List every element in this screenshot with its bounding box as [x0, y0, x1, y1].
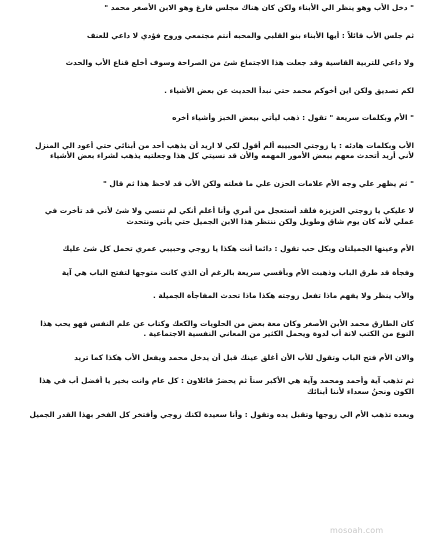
paragraph-4: [10, 86, 414, 97]
text-line: " دخل الأب وهو ينظر الي الأبناء ولكن كان هناك مجلس فارغ وهو الابن الأصغر محمد ": [104, 3, 414, 12]
text-line: " الأم وبكلمات سريعة " تقول : ذهب ليأتي ببعض الخبز وأشياء أخره: [172, 113, 414, 122]
text-line: لأني أريد أتحدث معهم ببعض الأمور المهمه والأن قد نسيتي كل هذا وجعلتيه يذهب لشراء بعض الأشياء: [49, 151, 414, 160]
paragraph-gap: [10, 69, 414, 86]
text-line: والأب ينظر ولا يفهم ماذا تفعل زوجته هكذا ماذا تحدث المفاجأة الجميلة .: [152, 291, 414, 300]
paragraph-7: [10, 179, 414, 190]
paragraph-gap: [10, 340, 414, 353]
paragraph-8: [10, 206, 414, 227]
paragraph-gap: [10, 124, 414, 141]
text-line: الأم وعينها الجميلتان وبكل حب تقول : دائما أنت هكذا يا زوجي وحبيبي عمري تحمل كل شئ عليك: [62, 244, 414, 253]
paragraph-6: [10, 141, 414, 162]
text-line: لكم تصديق ولكن اين أخوكم محمد حتي نبدأ الحديث عن بعض الأشياء .: [164, 85, 414, 95]
paragraph-3: [10, 58, 414, 69]
paragraph-15: [10, 410, 414, 421]
text-line: ثم تذهب آية وأحمد ومحمد وآية هي الأكبر سناً ثم يحضرُ قائلاون : كل عام وانت بخير يا أفضل أب في هذا: [39, 376, 414, 385]
paragraph-gap: [10, 363, 414, 376]
text-line: وفجأة قد طرق الباب وذهبت الأم وبأقسي سريعة بالرغم أن الذي كانت متوجها لتفتح الباب هي آية: [61, 267, 414, 277]
text-line: ثم جلس الأب قائلاً : أيها الأبناء بنو القلبي والمحبه أنتم مجتمعي وروح فؤدي لا داعي للعنف: [86, 30, 414, 40]
paragraph-gap: [10, 397, 414, 410]
paragraph-gap: [10, 96, 414, 113]
paragraph-gap: [10, 14, 414, 31]
text-line: لا عليكي يا زوجتي العزيزة فلقد أستعجل من أمري وأنا أعلم أنكي لم تنسي ولا شئ لأني قد تأخرت في: [44, 206, 414, 215]
paragraph-11: [10, 291, 414, 302]
paragraph-14: [10, 376, 414, 397]
paragraph-gap: [10, 302, 414, 319]
paragraph-gap: [10, 227, 414, 244]
paragraph-1: [10, 3, 414, 14]
text-line: وبعده تذهب الأم الي زوجها وتقبل يده وتقول : وأنا سعيدة لكنك زوجي وأفتخر كل الفخر بهذا القدر الجميل: [29, 410, 414, 419]
text-line: الأب وبكلمات هادئه : يا زوجتي الحبيبه ألم أقول لكي لا اريد أن يذهب أحد من أبنائي حتي أعود الي المنزل: [35, 140, 414, 150]
text-line: النوع من الكتب لانة أب لدوة ويحمل الكثير من المعاني النفسية الاجتماعية .: [143, 329, 414, 338]
paragraph-gap: [10, 255, 414, 268]
text-line: ولا داعي للتربية القاسية وقد جعلت هذا الاجتماع شئ من الصراحة وسوف أخلع قناع الأب والحدث: [65, 58, 414, 67]
paragraph-gap: [10, 162, 414, 179]
paragraph-2: [10, 31, 414, 42]
text-line: الكون ونحنُ سعداء لأننا أبنائك: [306, 386, 414, 396]
watermark: mosoah.com: [330, 526, 384, 535]
paragraph-gap: [10, 189, 414, 206]
text-line: " ثم يظهر علي وجه الأم علامات الحزن علي ما فعلته ولكن الأب قد لاحظ هذا ثم قال ": [103, 178, 414, 188]
paragraph-gap: [10, 278, 414, 291]
paragraph-10: [10, 268, 414, 279]
text-line: والان الأم فتح الباب وتقول للأب الأن أغلق عينك قبل أن يدخل محمد ويفعل الأب هكذا كما تريد: [74, 352, 414, 362]
paragraph-13: [10, 353, 414, 364]
paragraph-9: [10, 244, 414, 255]
text-line: عملي لأنه كان يوم شاق وطويل ولكن ننتظر هذا الابن الجميل حتي يأتي ونتحدث: [126, 216, 414, 226]
text-line: كان الطارق محمد الأبن الأصغر وكان معة بعض من الحلويات والكعك وكتاب عن علم النفس فهو يحب هذا: [40, 318, 414, 328]
paragraph-12: [10, 319, 414, 340]
paragraph-5: [10, 113, 414, 124]
paragraph-gap: [10, 41, 414, 58]
